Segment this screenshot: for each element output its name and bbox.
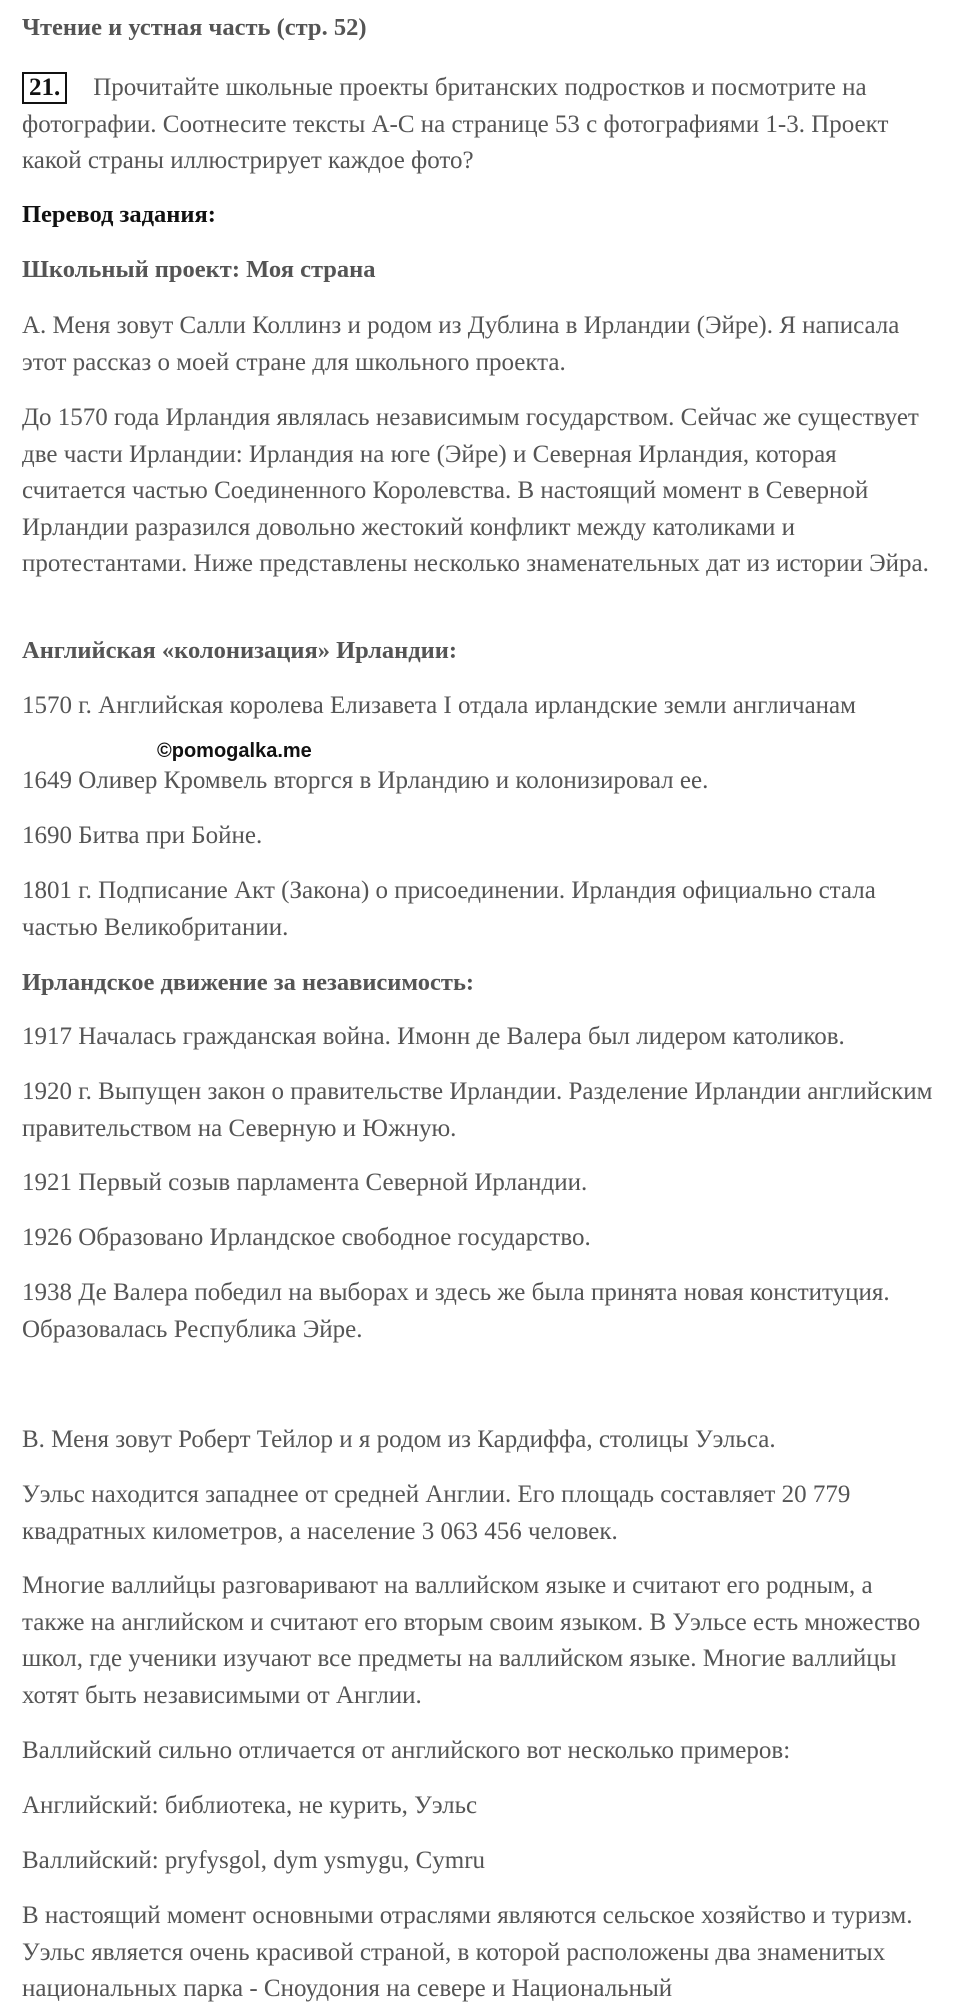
- text-b-paragraph: Валлийский сильно отличается от английского вот несколько примеров:: [22, 1737, 791, 1764]
- text-b-paragraph: Английский: библиотека, не курить, Уэльс: [22, 1792, 478, 1819]
- colonization-date-item: 1690 Битва при Бойне.: [22, 822, 263, 849]
- task-text: Прочитайте школьные проекты британских подростков и посмотрите на фотографии. Соотнесите тексты А-С на странице 53 с фотографиями 1-3. Проект какой страны иллюстрирует каждое фото?: [22, 74, 889, 174]
- translation-heading: Перевод задания:: [22, 201, 216, 228]
- colonization-date-item: 1801 г. Подписание Акт (Закона) о присоединении. Ирландия официально стала частью Великобритании.: [22, 877, 876, 941]
- independence-date-item: 1926 Образовано Ирландское свободное государство.: [22, 1224, 591, 1251]
- text-a-paragraph: До 1570 года Ирландия являлась независимым государством. Сейчас же существует две части Ирландии: Ирландия на юге (Эйре) и Северная Ирландия, которая считается частью Соединенного Королевства. В настоящий момент в Северной Ирландии разразился довольно жестокий конфликт между католиками и протестантами. Ниже представлены несколько знаменательных дат из истории Эйра.: [22, 404, 929, 577]
- section-title: Чтение и устная часть (стр. 52): [22, 14, 367, 41]
- text-b-paragraph: Уэльс находится западнее от средней Англии. Его площадь составляет 20 779 квадратных километров, а население 3 063 456 человек.: [22, 1481, 851, 1545]
- colonization-heading: Английская «колонизация» Ирландии:: [22, 637, 458, 664]
- task-number-badge: 21.: [22, 72, 67, 104]
- independence-date-item: 1917 Началась гражданская война. Имонн де Валера был лидером католиков.: [22, 1023, 845, 1050]
- text-b-paragraph: В настоящий момент основными отраслями являются сельское хозяйство и туризм. Уэльс является очень красивой страной, в которой расположены два знаменитых национальных парка - Сноудония на севере и Национальный: [22, 1902, 913, 2002]
- text-b-paragraph: Валлийский: pryfysgol, dym ysmygu, Cymru: [22, 1847, 486, 1874]
- independence-heading: Ирландское движение за независимость:: [22, 969, 475, 996]
- text-b-paragraph: Многие валлийцы разговаривают на валлийском языке и считают его родным, а также на английском и считают его вторым своим языком. В Уэльсе есть множество школ, где ученики изучают все предметы на валлийском языке. Многие валлийцы хотят быть независимыми от Англии.: [22, 1572, 921, 1709]
- colonization-date-item: 1649 Оливер Кромвель вторгся в Ирландию и колонизировал ее.: [22, 767, 709, 794]
- independence-date-item: 1938 Де Валера победил на выборах и здесь же была принята новая конституция. Образовалась Республика Эйре.: [22, 1279, 890, 1343]
- colonization-date-item: 1570 г. Английская королева Елизавета I отдала ирландские земли англичанам: [22, 692, 856, 719]
- task-paragraph: [22, 70, 938, 180]
- text-b-intro: В. Меня зовут Роберт Тейлор и я родом из Кардиффа, столицы Уэльса.: [22, 1426, 776, 1453]
- project-title: Школьный проект: Моя страна: [22, 256, 376, 283]
- independence-date-item: 1921 Первый созыв парламента Северной Ирландии.: [22, 1169, 588, 1196]
- watermark: ©pomogalka.me: [157, 740, 312, 762]
- text-a-intro: А. Меня зовут Салли Коллинз и родом из Дублина в Ирландии (Эйре). Я написала этот рассказ о моей стране для школьного проекта.: [22, 312, 900, 376]
- independence-date-item: 1920 г. Выпущен закон о правительстве Ирландии. Разделение Ирландии английским правительством на Северную и Южную.: [22, 1078, 933, 1142]
